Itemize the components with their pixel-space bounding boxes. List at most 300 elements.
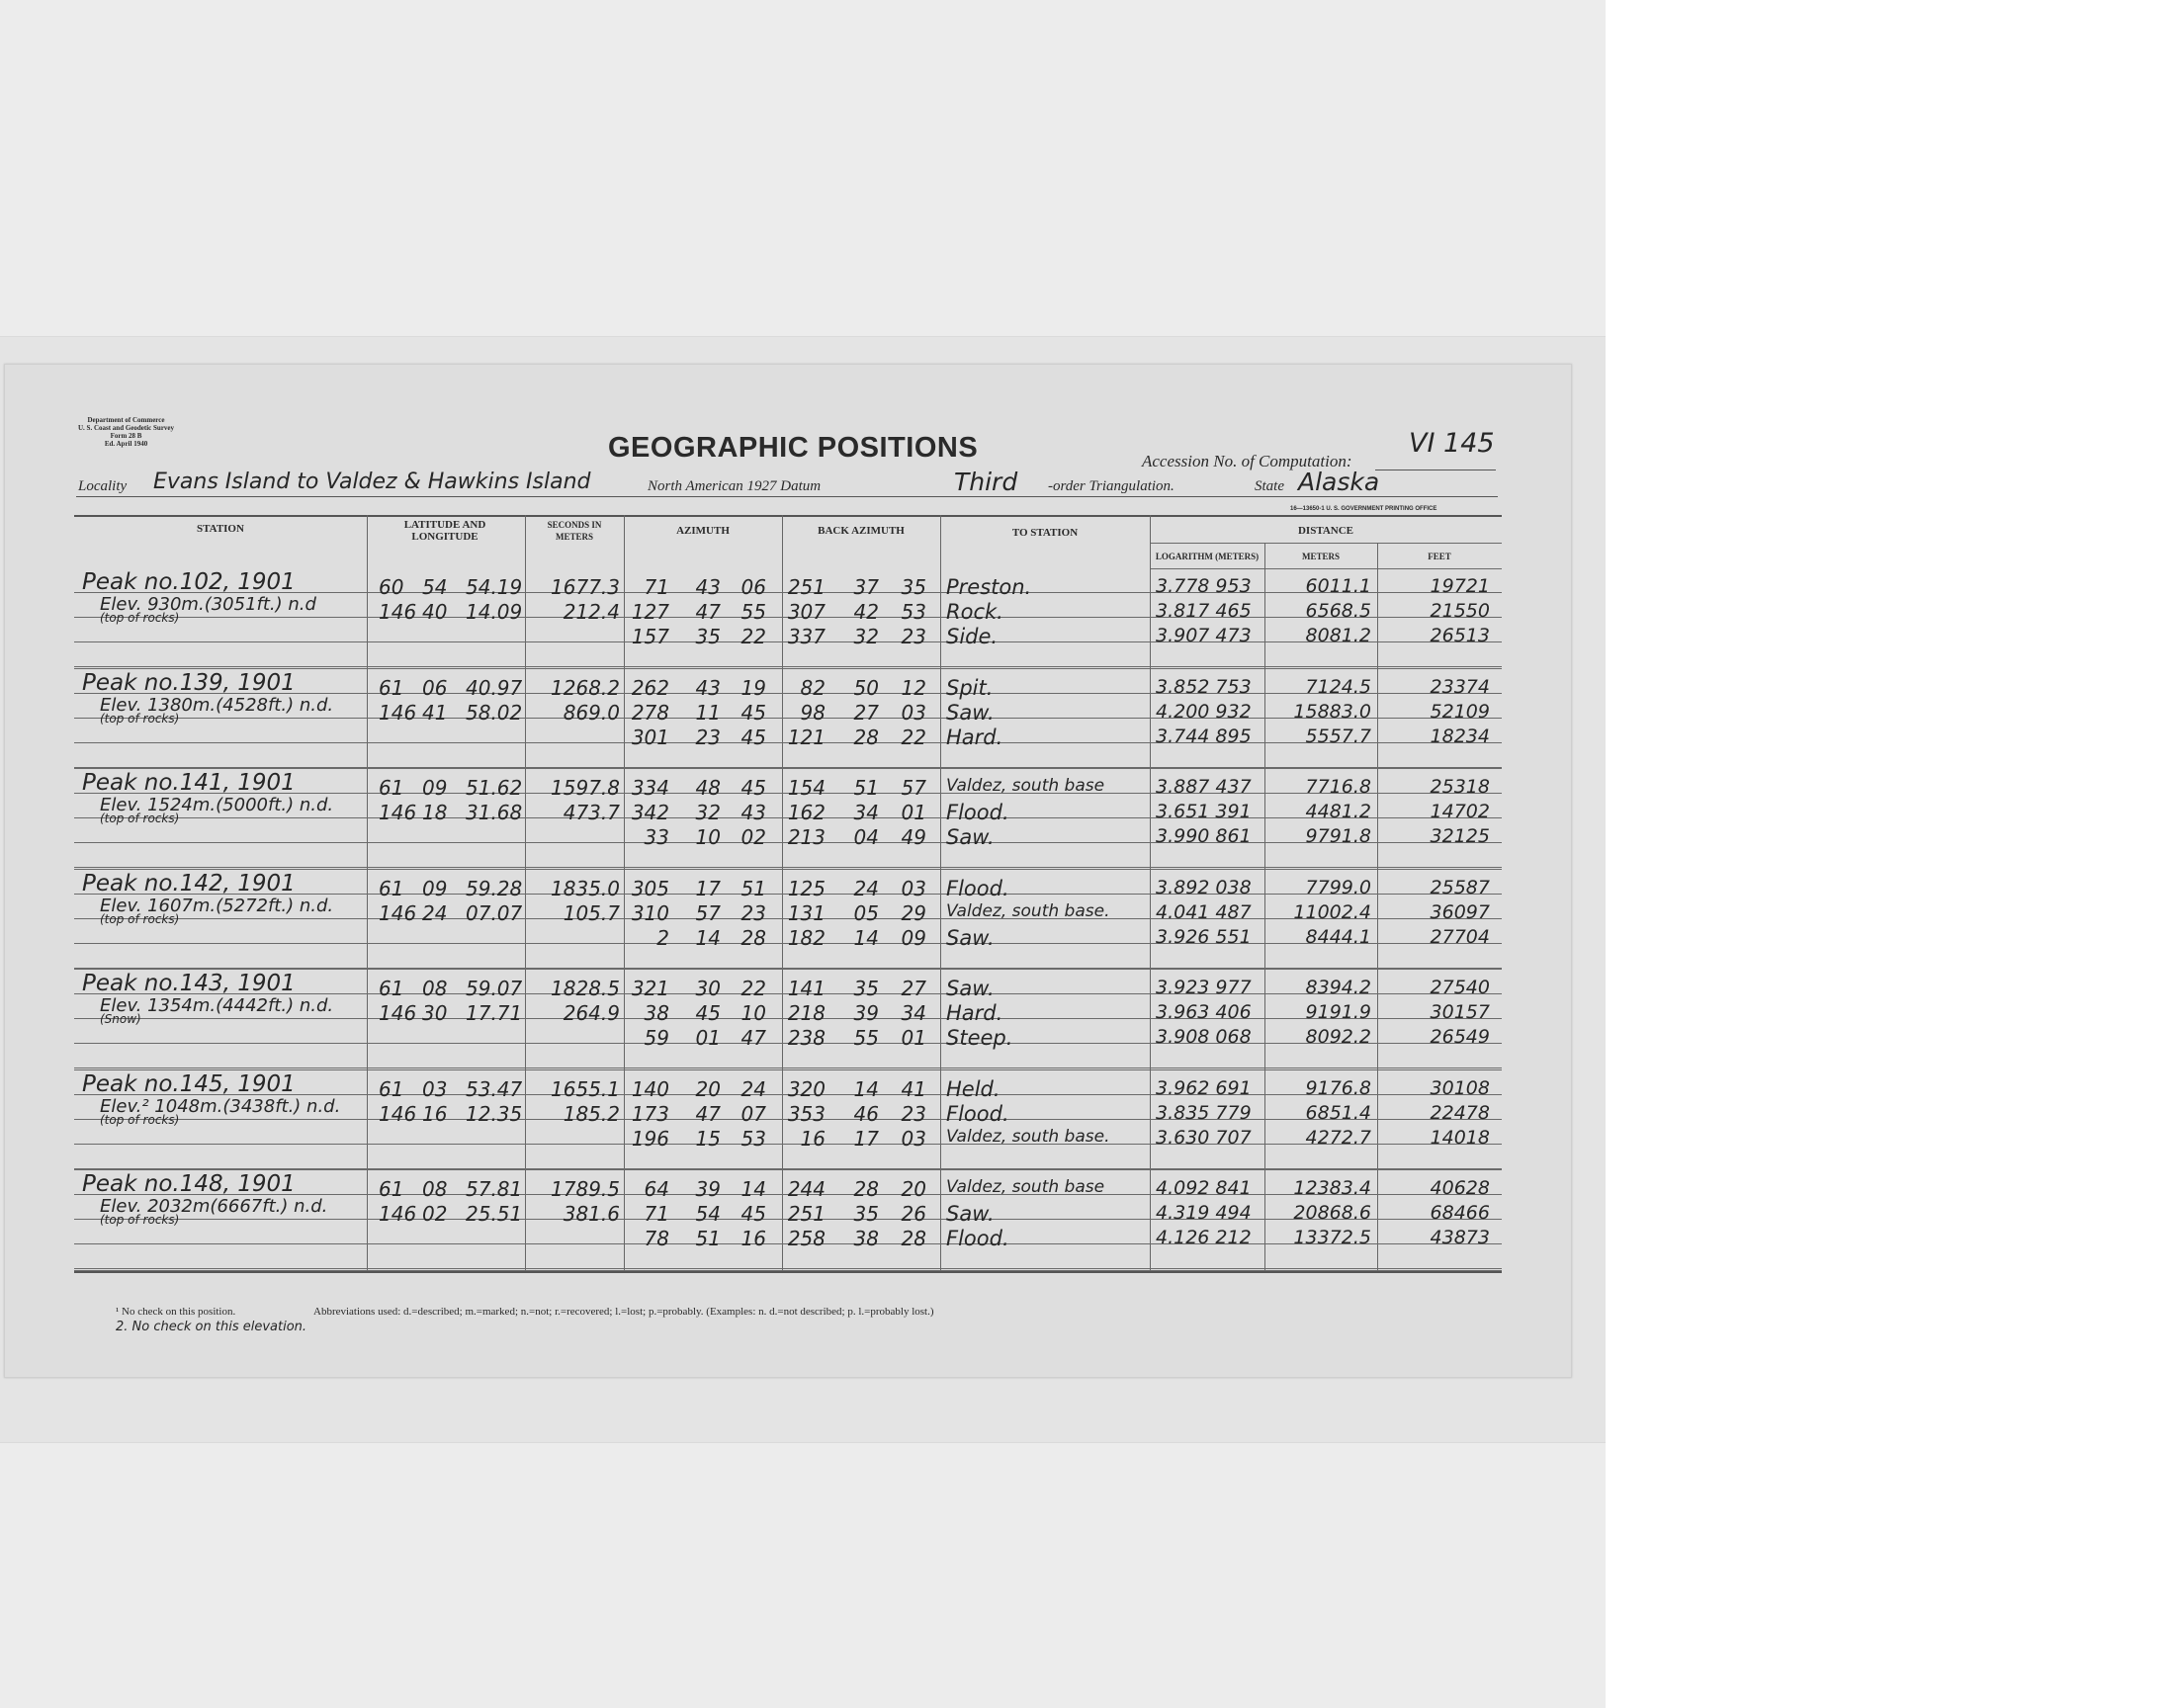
back-azimuth-part: 251 xyxy=(787,575,826,599)
distance-log: 3.963 406 xyxy=(1156,1001,1252,1023)
to-station: Flood. xyxy=(946,1227,1009,1250)
table-top-line xyxy=(74,515,1502,517)
geographic-positions-form xyxy=(4,364,1572,1378)
distance-log: 3.651 391 xyxy=(1156,801,1252,822)
distance-meters: 15883.0 xyxy=(1293,700,1371,723)
seconds-in-meters: 185.2 xyxy=(563,1101,620,1126)
back-azimuth-part: 39 xyxy=(853,1001,879,1025)
distance-feet: 14702 xyxy=(1430,801,1490,822)
back-azimuth-part: 353 xyxy=(787,1101,826,1126)
latitude-part: 61 xyxy=(379,776,404,800)
azimuth-part: 45 xyxy=(740,776,766,800)
distance-log: 3.926 551 xyxy=(1156,925,1252,948)
back-azimuth-part: 12 xyxy=(901,675,926,700)
block-rule xyxy=(74,869,1502,870)
footnote-2: 2. No check on this elevation. xyxy=(116,1320,307,1334)
station-name: Peak no.142, 1901 xyxy=(82,870,296,897)
latitude-part: 61 xyxy=(379,1076,404,1101)
back-azimuth-part: 29 xyxy=(901,900,926,925)
longitude-part: 02 xyxy=(422,1202,448,1226)
azimuth-part: 45 xyxy=(740,1202,766,1226)
station-elevation: Elev. 1354m.(4442ft.) n.d. xyxy=(100,995,334,1016)
distance-log: 4.041 487 xyxy=(1156,900,1252,923)
azimuth-part: 20 xyxy=(695,1076,721,1101)
longitude-part: 31.68 xyxy=(466,801,523,824)
footnote-1: ¹ No check on this position. xyxy=(116,1306,236,1318)
dept-line: U. S. Coast and Geodetic Survey xyxy=(78,424,175,432)
back-azimuth-part: 53 xyxy=(901,600,926,624)
distance-meters: 8081.2 xyxy=(1305,625,1371,646)
back-azimuth-part: 22 xyxy=(901,725,926,749)
latitude-part: 54.19 xyxy=(466,575,523,599)
longitude-part: 07.07 xyxy=(466,900,523,925)
order-value: Third xyxy=(954,468,1018,496)
seconds-in-meters: 473.7 xyxy=(563,801,620,824)
distance-feet: 26549 xyxy=(1430,1026,1490,1048)
azimuth-part: 16 xyxy=(740,1227,766,1250)
latitude-part: 61 xyxy=(379,876,404,900)
to-station: Steep. xyxy=(946,1026,1013,1050)
azimuth-part: 59 xyxy=(644,1026,669,1050)
longitude-part: 58.02 xyxy=(466,700,523,725)
longitude-part: 146 xyxy=(379,700,417,725)
station-elevation: Elev. 1607m.(5272ft.) n.d. xyxy=(100,895,334,916)
back-azimuth-part: 57 xyxy=(901,776,926,800)
longitude-part: 146 xyxy=(379,900,417,925)
azimuth-part: 45 xyxy=(695,1001,721,1025)
seconds-in-meters: 264.9 xyxy=(563,1001,620,1025)
latitude-part: 08 xyxy=(422,1177,448,1201)
longitude-part: 12.35 xyxy=(466,1101,523,1126)
station-elev-note: (Snow) xyxy=(100,1012,141,1026)
distance-feet: 30108 xyxy=(1430,1076,1490,1099)
back-azimuth-part: 46 xyxy=(853,1101,879,1126)
azimuth-part: 55 xyxy=(740,600,766,624)
col-divider xyxy=(1377,543,1378,1271)
distance-meters: 13372.5 xyxy=(1293,1227,1371,1248)
longitude-part: 24 xyxy=(422,900,448,925)
form-title: GEOGRAPHIC POSITIONS xyxy=(608,432,979,464)
to-station: Side. xyxy=(946,625,999,648)
distance-log: 3.630 707 xyxy=(1156,1126,1252,1149)
back-azimuth-part: 34 xyxy=(901,1001,926,1025)
state-label: State xyxy=(1255,478,1284,494)
back-azimuth-part: 162 xyxy=(787,801,826,824)
azimuth-part: 157 xyxy=(631,625,669,648)
azimuth-part: 11 xyxy=(695,700,721,725)
distance-log: 4.126 212 xyxy=(1156,1227,1252,1248)
print-code: 16—13650-1 U. S. GOVERNMENT PRINTING OFFICE xyxy=(1290,506,1437,512)
distance-feet: 30157 xyxy=(1430,1001,1490,1023)
distance-meters: 9176.8 xyxy=(1305,1076,1371,1099)
longitude-part: 146 xyxy=(379,600,417,624)
distance-meters: 12383.4 xyxy=(1293,1177,1371,1199)
back-azimuth-part: 82 xyxy=(800,675,826,700)
azimuth-part: 51 xyxy=(740,876,766,900)
back-azimuth-part: 35 xyxy=(853,1202,879,1226)
back-azimuth-part: 23 xyxy=(901,1101,926,1126)
locality-label: Locality xyxy=(78,478,128,494)
azimuth-part: 321 xyxy=(631,977,669,1000)
back-azimuth-part: 320 xyxy=(787,1076,826,1101)
azimuth-part: 35 xyxy=(695,625,721,648)
azimuth-part: 53 xyxy=(740,1126,766,1151)
longitude-part: 146 xyxy=(379,1101,417,1126)
station-elevation: Elev. 930m.(3051ft.) n.d xyxy=(100,594,316,615)
header-feet: FEET xyxy=(1428,552,1451,561)
back-azimuth-part: 09 xyxy=(901,925,926,950)
seconds-in-meters: 105.7 xyxy=(563,900,620,925)
back-azimuth-part: 49 xyxy=(901,825,926,849)
azimuth-part: 14 xyxy=(740,1177,766,1201)
azimuth-part: 71 xyxy=(644,575,669,599)
longitude-part: 146 xyxy=(379,1202,417,1226)
station-name: Peak no.145, 1901 xyxy=(82,1070,296,1097)
distance-meters: 6568.5 xyxy=(1305,600,1371,622)
to-station: Valdez, south base xyxy=(946,1177,1105,1197)
station-name: Peak no.143, 1901 xyxy=(82,971,296,996)
azimuth-part: 310 xyxy=(631,900,669,925)
latitude-part: 61 xyxy=(379,1177,404,1201)
longitude-part: 14.09 xyxy=(466,600,523,624)
latitude-part: 61 xyxy=(379,977,404,1000)
seconds-in-meters: 1835.0 xyxy=(551,876,620,900)
distance-subheader-line xyxy=(1150,543,1502,544)
distance-log: 3.907 473 xyxy=(1156,625,1252,646)
block-rule xyxy=(74,1069,1502,1070)
azimuth-part: 24 xyxy=(740,1076,766,1101)
back-azimuth-part: 55 xyxy=(853,1026,879,1050)
distance-meters: 6011.1 xyxy=(1305,575,1371,597)
distance-feet: 23374 xyxy=(1430,675,1490,698)
longitude-part: 146 xyxy=(379,801,417,824)
latitude-part: 09 xyxy=(422,776,448,800)
latitude-part: 59.28 xyxy=(466,876,523,900)
state-value: Alaska xyxy=(1298,468,1380,496)
azimuth-part: 54 xyxy=(695,1202,721,1226)
station-elevation: Elev.² 1048m.(3438ft.) n.d. xyxy=(100,1095,341,1117)
latitude-part: 54 xyxy=(422,575,448,599)
to-station: Flood. xyxy=(946,1101,1009,1126)
back-azimuth-part: 28 xyxy=(853,725,879,749)
to-station: Saw. xyxy=(946,1202,995,1226)
back-azimuth-part: 24 xyxy=(853,876,879,900)
to-station: Valdez, south base. xyxy=(946,900,1110,921)
distance-feet: 40628 xyxy=(1430,1177,1490,1199)
back-azimuth-part: 141 xyxy=(787,977,826,1000)
distance-meters: 5557.7 xyxy=(1305,725,1371,747)
azimuth-part: 14 xyxy=(695,925,721,950)
back-azimuth-part: 32 xyxy=(853,625,879,648)
back-azimuth-part: 38 xyxy=(853,1227,879,1250)
back-azimuth-part: 34 xyxy=(853,801,879,824)
azimuth-part: 28 xyxy=(740,925,766,950)
col-divider xyxy=(1264,543,1265,1271)
distance-feet: 19721 xyxy=(1430,575,1490,597)
distance-feet: 52109 xyxy=(1430,700,1490,723)
azimuth-part: 71 xyxy=(644,1202,669,1226)
back-azimuth-part: 37 xyxy=(853,575,879,599)
back-azimuth-part: 41 xyxy=(901,1076,926,1101)
to-station: Rock. xyxy=(946,600,1003,624)
header-station: STATION xyxy=(197,523,244,535)
back-azimuth-part: 154 xyxy=(787,776,826,800)
to-station: Valdez, south base xyxy=(946,776,1105,796)
station-elev-note: (top of rocks) xyxy=(100,1112,180,1127)
back-azimuth-part: 182 xyxy=(787,925,826,950)
to-station: Hard. xyxy=(946,725,1003,749)
latitude-part: 09 xyxy=(422,876,448,900)
back-azimuth-part: 244 xyxy=(787,1177,826,1201)
azimuth-part: 47 xyxy=(695,600,721,624)
station-name: Peak no.148, 1901 xyxy=(82,1171,296,1197)
distance-log: 3.744 895 xyxy=(1156,725,1252,747)
latitude-part: 61 xyxy=(379,675,404,700)
header-latlon: LATITUDE AND LONGITUDE xyxy=(403,519,486,543)
block-rule xyxy=(74,668,1502,669)
distance-meters: 7124.5 xyxy=(1305,675,1371,698)
back-azimuth-part: 131 xyxy=(787,900,826,925)
station-elev-note: (top of rocks) xyxy=(100,1213,180,1227)
to-station: Saw. xyxy=(946,700,995,725)
back-azimuth-part: 50 xyxy=(853,675,879,700)
distance-feet: 27704 xyxy=(1430,925,1490,948)
back-azimuth-part: 14 xyxy=(853,925,879,950)
back-azimuth-part: 125 xyxy=(787,876,826,900)
seconds-in-meters: 1677.3 xyxy=(551,575,620,599)
distance-feet: 14018 xyxy=(1430,1126,1490,1149)
back-azimuth-part: 307 xyxy=(787,600,826,624)
azimuth-part: 33 xyxy=(644,825,669,849)
azimuth-part: 32 xyxy=(695,801,721,824)
back-azimuth-part: 01 xyxy=(901,1026,926,1050)
azimuth-part: 140 xyxy=(631,1076,669,1101)
station-elev-note: (top of rocks) xyxy=(100,911,180,926)
azimuth-part: 45 xyxy=(740,725,766,749)
azimuth-part: 342 xyxy=(631,801,669,824)
back-azimuth-part: 98 xyxy=(800,700,826,725)
azimuth-part: 127 xyxy=(631,600,669,624)
distance-log: 3.778 953 xyxy=(1156,575,1252,597)
back-azimuth-part: 51 xyxy=(853,776,879,800)
back-azimuth-part: 03 xyxy=(901,1126,926,1151)
azimuth-part: 334 xyxy=(631,776,669,800)
azimuth-part: 305 xyxy=(631,876,669,900)
back-azimuth-part: 251 xyxy=(787,1202,826,1226)
to-station: Spit. xyxy=(946,675,994,700)
distance-meters: 8394.2 xyxy=(1305,977,1371,998)
to-station: Saw. xyxy=(946,925,995,950)
distance-log: 3.962 691 xyxy=(1156,1076,1252,1099)
distance-log: 3.990 861 xyxy=(1156,825,1252,847)
azimuth-part: 262 xyxy=(631,675,669,700)
azimuth-part: 47 xyxy=(695,1101,721,1126)
header-to-station: TO STATION xyxy=(1011,527,1079,539)
dept-line: Form 28 B xyxy=(110,432,142,440)
azimuth-part: 19 xyxy=(740,675,766,700)
latitude-part: 08 xyxy=(422,977,448,1000)
distance-feet: 27540 xyxy=(1430,977,1490,998)
azimuth-part: 278 xyxy=(631,700,669,725)
to-station: Saw. xyxy=(946,825,995,849)
distance-log: 4.200 932 xyxy=(1156,700,1252,723)
back-azimuth-part: 27 xyxy=(853,700,879,725)
station-name: Peak no.102, 1901 xyxy=(82,569,296,595)
distance-meters: 7716.8 xyxy=(1305,776,1371,798)
longitude-part: 16 xyxy=(422,1101,448,1126)
to-station: Flood. xyxy=(946,876,1009,900)
latitude-part: 59.07 xyxy=(466,977,523,1000)
azimuth-part: 51 xyxy=(695,1227,721,1250)
seconds-in-meters: 1828.5 xyxy=(551,977,620,1000)
station-elevation: Elev. 1380m.(4528ft.) n.d. xyxy=(100,694,334,716)
seconds-in-meters: 1268.2 xyxy=(551,675,620,700)
longitude-part: 25.51 xyxy=(466,1202,523,1226)
seconds-in-meters: 1655.1 xyxy=(551,1076,620,1101)
distance-feet: 32125 xyxy=(1430,825,1490,847)
block-rule xyxy=(74,768,1502,769)
accession-value: VI 145 xyxy=(1409,428,1495,459)
back-azimuth-part: 238 xyxy=(787,1026,826,1050)
back-azimuth-part: 213 xyxy=(787,825,826,849)
back-azimuth-part: 28 xyxy=(901,1227,926,1250)
azimuth-part: 38 xyxy=(644,1001,669,1025)
station-name: Peak no.139, 1901 xyxy=(82,669,296,696)
seconds-in-meters: 1597.8 xyxy=(551,776,620,800)
seconds-in-meters: 869.0 xyxy=(563,700,620,725)
azimuth-part: 15 xyxy=(695,1126,721,1151)
block-rule xyxy=(74,1270,1502,1271)
header-seconds: SECONDS IN METERS xyxy=(547,520,602,542)
azimuth-part: 48 xyxy=(695,776,721,800)
station-name: Peak no.141, 1901 xyxy=(82,770,296,796)
distance-log: 3.892 038 xyxy=(1156,876,1252,898)
azimuth-part: 43 xyxy=(740,801,766,824)
distance-meters: 4481.2 xyxy=(1305,801,1371,822)
to-station: Valdez, south base. xyxy=(946,1126,1110,1147)
seconds-in-meters: 1789.5 xyxy=(551,1177,620,1201)
back-azimuth-part: 42 xyxy=(853,600,879,624)
distance-feet: 43873 xyxy=(1430,1227,1490,1248)
azimuth-part: 78 xyxy=(644,1227,669,1250)
distance-feet: 26513 xyxy=(1430,625,1490,646)
back-azimuth-part: 04 xyxy=(853,825,879,849)
locality-underline xyxy=(76,496,1498,497)
distance-log: 3.835 779 xyxy=(1156,1101,1252,1124)
azimuth-part: 23 xyxy=(740,900,766,925)
distance-meters: 8092.2 xyxy=(1305,1026,1371,1048)
locality-value: Evans Island to Valdez & Hawkins Island xyxy=(153,470,591,494)
to-station: Flood. xyxy=(946,801,1009,824)
datum-label: North American 1927 Datum xyxy=(648,478,822,494)
back-azimuth-part: 26 xyxy=(901,1202,926,1226)
header-azimuth: AZIMUTH xyxy=(676,525,730,537)
distance-log: 3.817 465 xyxy=(1156,600,1252,622)
distance-feet: 25318 xyxy=(1430,776,1490,798)
azimuth-part: 23 xyxy=(695,725,721,749)
to-station: Hard. xyxy=(946,1001,1003,1025)
longitude-part: 40 xyxy=(422,600,448,624)
azimuth-part: 10 xyxy=(740,1001,766,1025)
dept-line: Department of Commerce xyxy=(87,416,165,424)
accession-label: Accession No. of Computation: xyxy=(1142,452,1352,470)
distance-feet: 68466 xyxy=(1430,1202,1490,1224)
longitude-part: 41 xyxy=(422,700,448,725)
back-azimuth-part: 35 xyxy=(901,575,926,599)
station-elev-note: (top of rocks) xyxy=(100,611,180,625)
latitude-part: 53.47 xyxy=(466,1076,523,1101)
station-elevation: Elev. 1524m.(5000ft.) n.d. xyxy=(100,795,334,815)
distance-meters: 7799.0 xyxy=(1305,876,1371,898)
azimuth-part: 43 xyxy=(695,675,721,700)
back-azimuth-part: 20 xyxy=(901,1177,926,1201)
back-azimuth-part: 218 xyxy=(787,1001,826,1025)
longitude-part: 30 xyxy=(422,1001,448,1025)
header-meters: METERS xyxy=(1301,552,1340,561)
azimuth-part: 43 xyxy=(695,575,721,599)
distance-feet: 22478 xyxy=(1430,1101,1490,1124)
back-azimuth-part: 03 xyxy=(901,700,926,725)
azimuth-part: 02 xyxy=(740,825,766,849)
azimuth-part: 301 xyxy=(631,725,669,749)
seconds-in-meters: 212.4 xyxy=(563,600,620,624)
back-azimuth-part: 337 xyxy=(787,625,826,648)
azimuth-part: 57 xyxy=(695,900,721,925)
latitude-part: 60 xyxy=(379,575,404,599)
azimuth-part: 22 xyxy=(740,625,766,648)
back-azimuth-part: 23 xyxy=(901,625,926,648)
azimuth-part: 30 xyxy=(695,977,721,1000)
distance-subheader-bottom xyxy=(1150,568,1502,569)
back-azimuth-part: 121 xyxy=(787,725,826,749)
back-azimuth-part: 28 xyxy=(853,1177,879,1201)
azimuth-part: 196 xyxy=(631,1126,669,1151)
department-header xyxy=(78,416,174,448)
to-station: Preston. xyxy=(946,575,1032,599)
longitude-part: 18 xyxy=(422,801,448,824)
longitude-part: 146 xyxy=(379,1001,417,1025)
dept-line: Ed. April 1940 xyxy=(104,440,148,448)
back-azimuth-part: 35 xyxy=(853,977,879,1000)
order-label: -order Triangulation. xyxy=(1048,478,1174,494)
back-azimuth-part: 17 xyxy=(853,1126,879,1151)
distance-log: 3.908 068 xyxy=(1156,1026,1252,1048)
azimuth-part: 01 xyxy=(695,1026,721,1050)
distance-log: 3.887 437 xyxy=(1156,776,1252,798)
back-azimuth-part: 01 xyxy=(901,801,926,824)
distance-meters: 4272.7 xyxy=(1305,1126,1371,1149)
distance-log: 4.092 841 xyxy=(1156,1177,1252,1199)
distance-feet: 21550 xyxy=(1430,600,1490,622)
back-azimuth-part: 05 xyxy=(853,900,879,925)
latitude-part: 57.81 xyxy=(466,1177,523,1201)
azimuth-part: 39 xyxy=(695,1177,721,1201)
back-azimuth-part: 27 xyxy=(901,977,926,1000)
longitude-part: 17.71 xyxy=(466,1001,523,1025)
footnote-abbreviations: Abbreviations used: d.=described; m.=marked; n.=not; r.=recovered; l.=lost; p.=probably. (Examples: n. d.=not described; p. l.=probably lost.) xyxy=(313,1306,934,1318)
distance-meters: 6851.4 xyxy=(1305,1101,1371,1124)
to-station: Held. xyxy=(946,1076,1000,1101)
station-elev-note: (top of rocks) xyxy=(100,811,180,825)
latitude-part: 06 xyxy=(422,675,448,700)
azimuth-part: 07 xyxy=(740,1101,766,1126)
distance-feet: 36097 xyxy=(1430,900,1490,923)
distance-feet: 18234 xyxy=(1430,725,1490,747)
station-elevation: Elev. 2032m(6667ft.) n.d. xyxy=(100,1196,328,1217)
block-rule xyxy=(74,1169,1502,1170)
latitude-part: 51.62 xyxy=(466,776,523,800)
azimuth-part: 64 xyxy=(644,1177,669,1201)
